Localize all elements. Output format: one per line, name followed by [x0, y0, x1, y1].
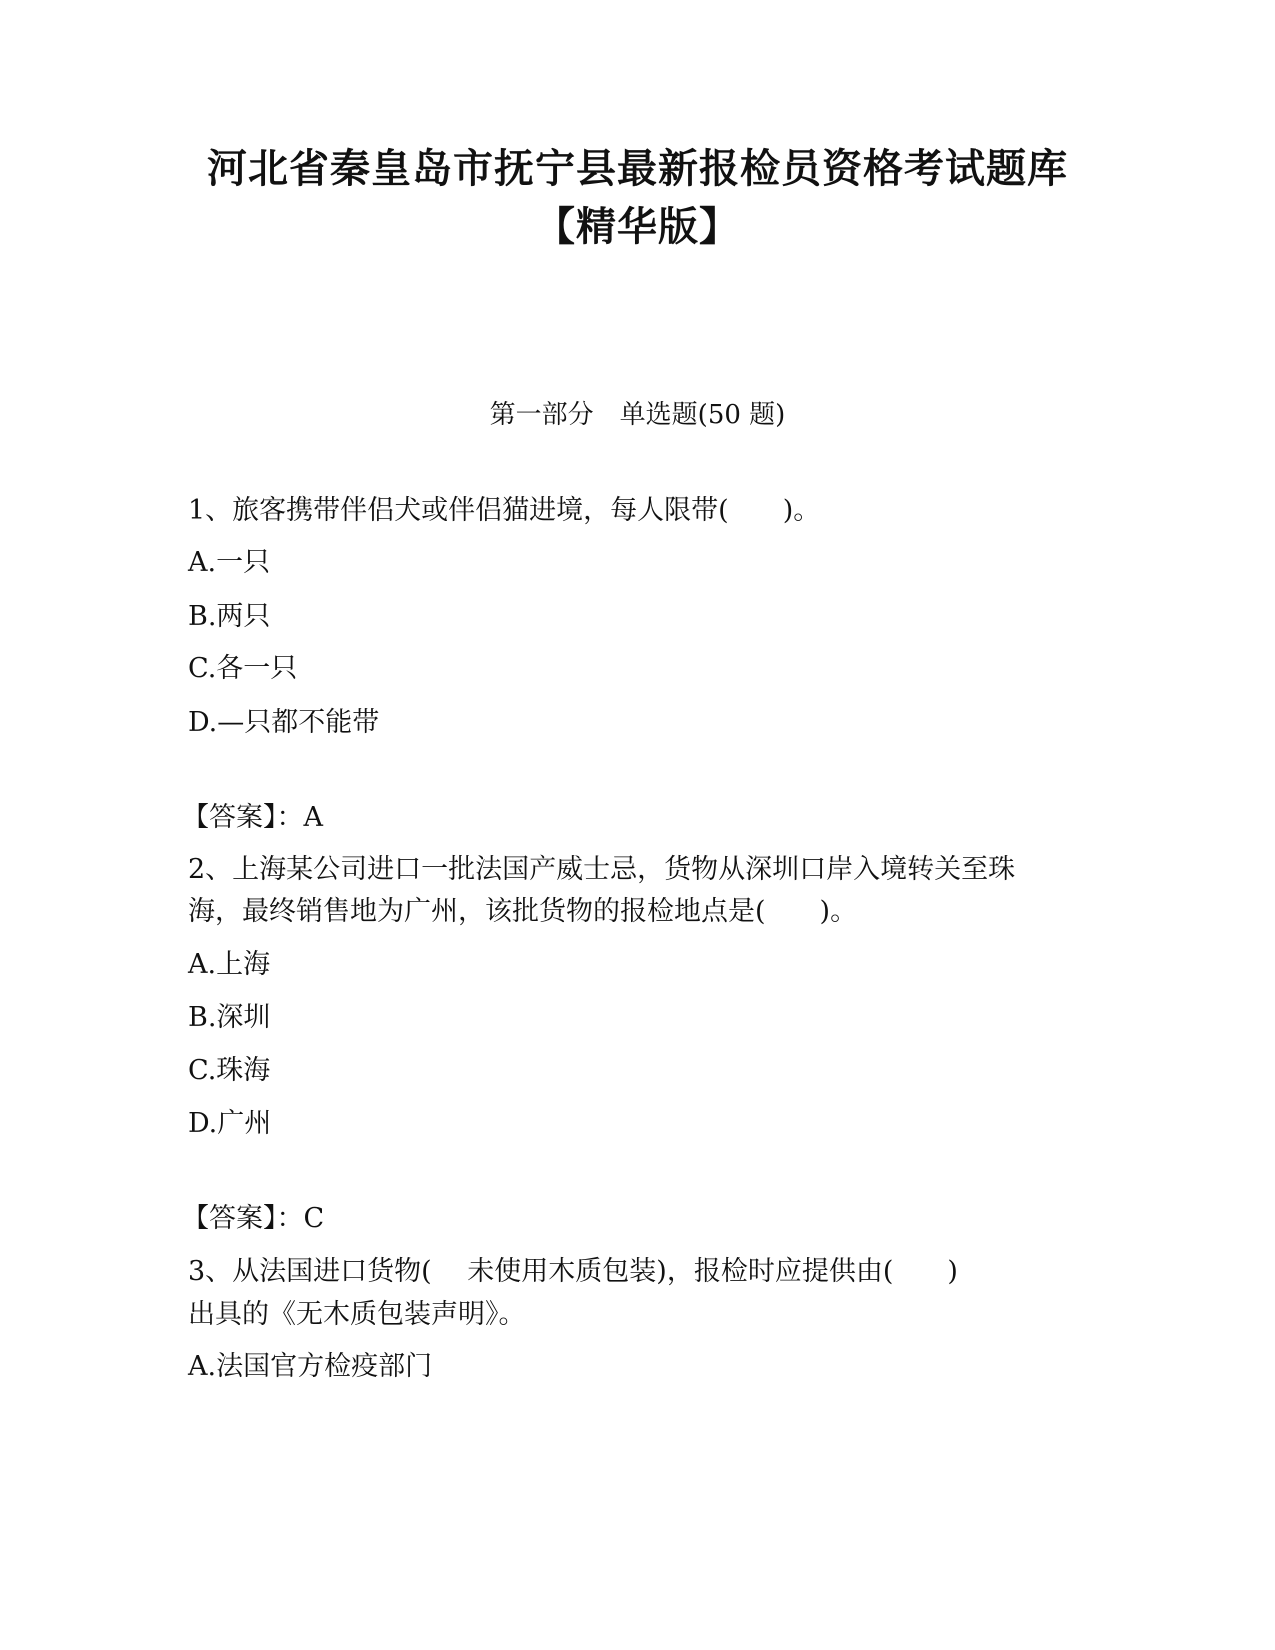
question-1-option-a: A.一只 [188, 547, 271, 578]
question-1-answer: 【答案】：A [182, 802, 323, 833]
question-1-stem: 1、旅客携带伴侣犬或伴侣猫进境，每人限带( )。 [188, 495, 821, 526]
question-2-option-c: C.珠海 [188, 1055, 271, 1086]
question-2-stem-line-2: 海，最终销售地为广州，该批货物的报检地点是( )。 [188, 896, 858, 927]
question-2-option-d: D.广州 [188, 1108, 272, 1139]
question-2-answer: 【答案】：C [182, 1203, 325, 1234]
question-1-option-d: D.—只都不能带 [188, 707, 380, 738]
question-2-option-b: B.深圳 [188, 1002, 271, 1033]
question-3-stem-line-1: 3、从法国进口货物( 未使用木质包装)，报检时应提供由( ) [188, 1256, 958, 1287]
question-1-option-c: C.各一只 [188, 653, 298, 684]
document-title-line-1: 河北省秦皇岛市抚宁县最新报检员资格考试题库 [207, 146, 1068, 192]
question-1-option-b: B.两只 [188, 601, 271, 632]
question-3-option-a: A.法国官方检疫部门 [188, 1351, 433, 1382]
document-title-line-2: 【精华版】 [535, 204, 740, 250]
section-heading: 第一部分 单选题(50 题) [489, 400, 786, 430]
question-3-stem-line-2: 出具的《无木质包装声明》。 [188, 1299, 526, 1330]
question-2-option-a: A.上海 [188, 949, 271, 980]
question-2-stem-line-1: 2、上海某公司进口一批法国产威士忌，货物从深圳口岸入境转关至珠 [188, 854, 1016, 885]
